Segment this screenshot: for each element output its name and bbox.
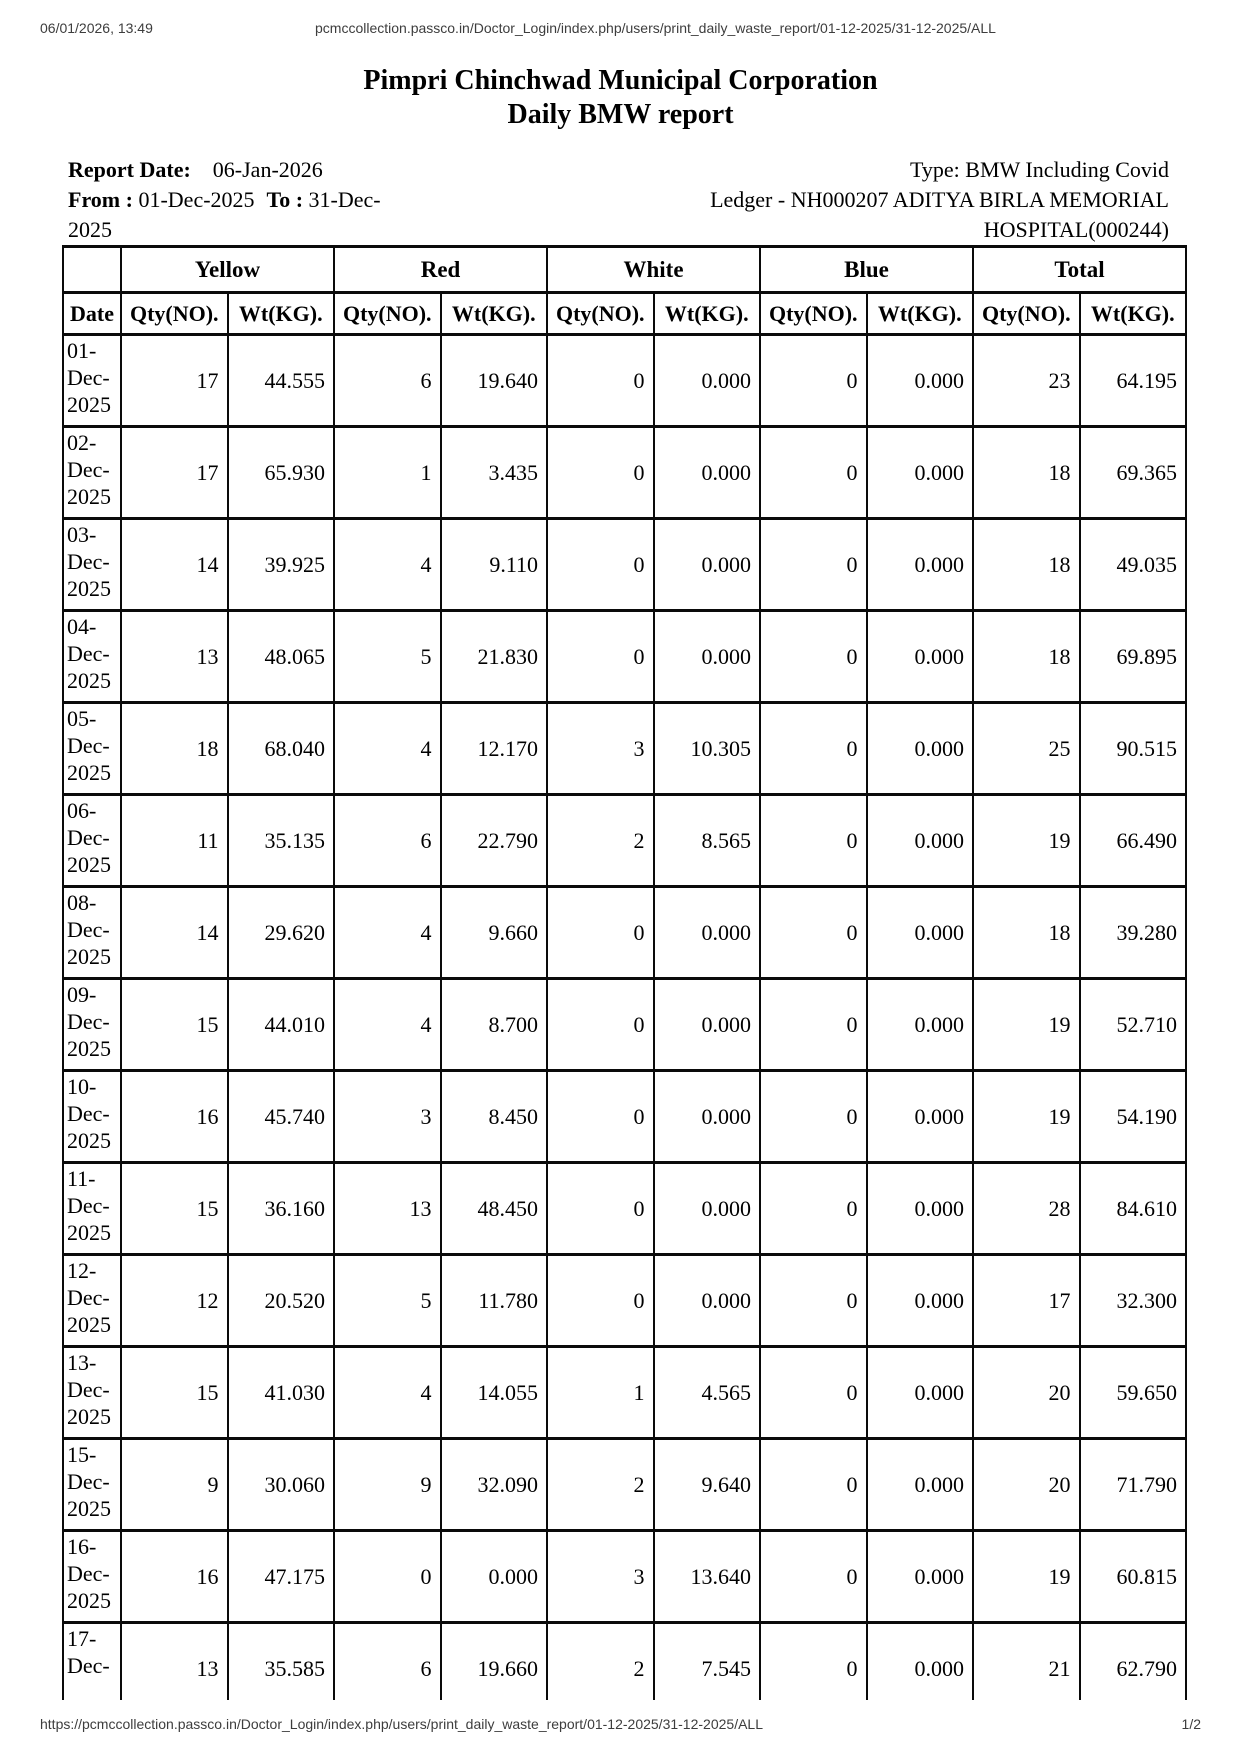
value-cell: 0.000: [867, 1163, 974, 1255]
value-cell: 0: [547, 979, 654, 1071]
value-cell: 11.780: [441, 1255, 548, 1347]
value-cell: 3: [547, 1531, 654, 1623]
red-qty-header: Qty(NO).: [334, 293, 441, 335]
corner-cell: [63, 247, 121, 293]
value-cell: 0.000: [867, 979, 974, 1071]
date-cell: 04-Dec-2025: [63, 611, 121, 703]
total-wt-header: Wt(KG).: [1080, 293, 1187, 335]
value-cell: 25: [973, 703, 1080, 795]
value-cell: 0: [760, 519, 867, 611]
date-cell: 01-Dec-2025: [63, 335, 121, 427]
table-row: [63, 1531, 1186, 1623]
report-date-label: Report Date:: [68, 157, 191, 182]
table-row: [63, 1255, 1186, 1347]
value-cell: 0.000: [867, 1071, 974, 1163]
blue-qty-header: Qty(NO).: [760, 293, 867, 335]
value-cell: 4: [334, 703, 441, 795]
value-cell: 9.640: [654, 1439, 761, 1531]
value-cell: 32.090: [441, 1439, 548, 1531]
value-cell: 0: [760, 795, 867, 887]
value-cell: 0.000: [867, 1255, 974, 1347]
group-header-white: White: [547, 247, 760, 293]
value-cell: 62.790: [1080, 1623, 1187, 1701]
value-cell: 0.000: [867, 519, 974, 611]
value-cell: 60.815: [1080, 1531, 1187, 1623]
title-block: [0, 64, 1241, 132]
report-meta-right: [582, 155, 1185, 245]
value-cell: 9.110: [441, 519, 548, 611]
value-cell: 0.000: [867, 427, 974, 519]
table-row: [63, 703, 1186, 795]
value-cell: 44.555: [228, 335, 335, 427]
value-cell: 0: [547, 611, 654, 703]
value-cell: 0.000: [654, 887, 761, 979]
value-cell: 35.585: [228, 1623, 335, 1701]
value-cell: 18: [121, 703, 228, 795]
table-row: [63, 795, 1186, 887]
value-cell: 64.195: [1080, 335, 1187, 427]
table-row: [63, 427, 1186, 519]
value-cell: 0.000: [867, 795, 974, 887]
value-cell: 4.565: [654, 1347, 761, 1439]
table-row: [63, 1347, 1186, 1439]
value-cell: 14: [121, 887, 228, 979]
date-cell: 09-Dec-2025: [63, 979, 121, 1071]
table-row: [63, 887, 1186, 979]
value-cell: 4: [334, 887, 441, 979]
value-cell: 17: [973, 1255, 1080, 1347]
value-cell: 41.030: [228, 1347, 335, 1439]
value-cell: 21.830: [441, 611, 548, 703]
date-cell: 16-Dec-2025: [63, 1531, 121, 1623]
group-header-yellow: Yellow: [121, 247, 334, 293]
value-cell: 32.300: [1080, 1255, 1187, 1347]
footer-page-number: 1/2: [1181, 1716, 1201, 1732]
yellow-qty-header: Qty(NO).: [121, 293, 228, 335]
value-cell: 0: [760, 611, 867, 703]
value-cell: 0: [547, 519, 654, 611]
date-cell: 17-Dec-: [63, 1623, 121, 1701]
value-cell: 3: [547, 703, 654, 795]
report-date-value: 06-Jan-2026: [212, 157, 323, 182]
value-cell: 8.450: [441, 1071, 548, 1163]
value-cell: 0: [334, 1531, 441, 1623]
table-row: [63, 1623, 1186, 1701]
value-cell: 0.000: [654, 427, 761, 519]
date-cell: 03-Dec-2025: [63, 519, 121, 611]
value-cell: 16: [121, 1071, 228, 1163]
value-cell: 10.305: [654, 703, 761, 795]
report-title: Daily BMW report: [507, 99, 734, 130]
value-cell: 0: [760, 1347, 867, 1439]
value-cell: 0.000: [867, 335, 974, 427]
date-cell: 11-Dec-2025: [63, 1163, 121, 1255]
value-cell: 6: [334, 795, 441, 887]
value-cell: 18: [973, 519, 1080, 611]
value-cell: 2: [547, 795, 654, 887]
value-cell: 18: [973, 611, 1080, 703]
blue-wt-header: Wt(KG).: [867, 293, 974, 335]
value-cell: 48.065: [228, 611, 335, 703]
value-cell: 20.520: [228, 1255, 335, 1347]
value-cell: 0.000: [654, 1071, 761, 1163]
value-cell: 9.660: [441, 887, 548, 979]
value-cell: 0: [760, 887, 867, 979]
value-cell: 0: [547, 1071, 654, 1163]
value-cell: 13: [121, 611, 228, 703]
table-row: [63, 1439, 1186, 1531]
date-cell: 06-Dec-2025: [63, 795, 121, 887]
value-cell: 69.365: [1080, 427, 1187, 519]
report-meta-left: [62, 155, 582, 245]
value-cell: 71.790: [1080, 1439, 1187, 1531]
table-row: [63, 979, 1186, 1071]
value-cell: 0: [547, 427, 654, 519]
value-cell: 0.000: [654, 1163, 761, 1255]
value-cell: 0: [547, 1163, 654, 1255]
value-cell: 49.035: [1080, 519, 1187, 611]
print-footer: [40, 1716, 1201, 1732]
to-value-wrapped: 2025: [68, 217, 112, 242]
value-cell: 6: [334, 1623, 441, 1701]
value-cell: 54.190: [1080, 1071, 1187, 1163]
report-meta: [62, 155, 1185, 245]
value-cell: 28: [973, 1163, 1080, 1255]
value-cell: 21: [973, 1623, 1080, 1701]
value-cell: 0: [547, 887, 654, 979]
value-cell: 19: [973, 979, 1080, 1071]
value-cell: 20: [973, 1439, 1080, 1531]
date-cell: 12-Dec-2025: [63, 1255, 121, 1347]
value-cell: 5: [334, 611, 441, 703]
value-cell: 15: [121, 979, 228, 1071]
value-cell: 1: [334, 427, 441, 519]
value-cell: 0.000: [867, 703, 974, 795]
value-cell: 35.135: [228, 795, 335, 887]
table-row: [63, 519, 1186, 611]
value-cell: 16: [121, 1531, 228, 1623]
value-cell: 0.000: [867, 1623, 974, 1701]
value-cell: 0: [547, 335, 654, 427]
value-cell: 0.000: [654, 1255, 761, 1347]
value-cell: 0.000: [654, 979, 761, 1071]
date-cell: 15-Dec-2025: [63, 1439, 121, 1531]
value-cell: 0.000: [654, 519, 761, 611]
value-cell: 5: [334, 1255, 441, 1347]
value-cell: 18: [973, 887, 1080, 979]
value-cell: 19.640: [441, 335, 548, 427]
value-cell: 7.545: [654, 1623, 761, 1701]
date-cell: 10-Dec-2025: [63, 1071, 121, 1163]
value-cell: 45.740: [228, 1071, 335, 1163]
print-header: [40, 20, 1201, 36]
date-cell: 05-Dec-2025: [63, 703, 121, 795]
value-cell: 12: [121, 1255, 228, 1347]
value-cell: 0.000: [867, 1347, 974, 1439]
value-cell: 36.160: [228, 1163, 335, 1255]
value-cell: 14.055: [441, 1347, 548, 1439]
from-value: 01-Dec-2025: [138, 187, 255, 212]
date-cell: 08-Dec-2025: [63, 887, 121, 979]
value-cell: 29.620: [228, 887, 335, 979]
date-cell: 13-Dec-2025: [63, 1347, 121, 1439]
value-cell: 0.000: [867, 1531, 974, 1623]
value-cell: 19.660: [441, 1623, 548, 1701]
value-cell: 1: [547, 1347, 654, 1439]
value-cell: 15: [121, 1347, 228, 1439]
daily-bmw-table: [62, 245, 1187, 1700]
yellow-wt-header: Wt(KG).: [228, 293, 335, 335]
value-cell: 17: [121, 335, 228, 427]
print-datetime: 06/01/2026, 13:49: [40, 20, 153, 36]
value-cell: 0.000: [654, 335, 761, 427]
value-cell: 14: [121, 519, 228, 611]
value-cell: 19: [973, 795, 1080, 887]
value-cell: 19: [973, 1531, 1080, 1623]
value-cell: 4: [334, 519, 441, 611]
table-row: [63, 1071, 1186, 1163]
value-cell: 0: [760, 1255, 867, 1347]
value-cell: 6: [334, 335, 441, 427]
from-label: From :: [68, 187, 133, 212]
value-cell: 0: [760, 1623, 867, 1701]
value-cell: 9: [334, 1439, 441, 1531]
white-qty-header: Qty(NO).: [547, 293, 654, 335]
value-cell: 0: [547, 1255, 654, 1347]
value-cell: 11: [121, 795, 228, 887]
group-header-red: Red: [334, 247, 547, 293]
value-cell: 0.000: [867, 887, 974, 979]
value-cell: 39.280: [1080, 887, 1187, 979]
value-cell: 66.490: [1080, 795, 1187, 887]
value-cell: 0.000: [867, 1439, 974, 1531]
value-cell: 0: [760, 1071, 867, 1163]
value-cell: 59.650: [1080, 1347, 1187, 1439]
value-cell: 15: [121, 1163, 228, 1255]
red-wt-header: Wt(KG).: [441, 293, 548, 335]
white-wt-header: Wt(KG).: [654, 293, 761, 335]
date-column-header: Date: [63, 293, 121, 335]
table-clip-area: [62, 245, 1188, 1700]
value-cell: 39.925: [228, 519, 335, 611]
value-cell: 13: [334, 1163, 441, 1255]
ledger-line-2: HOSPITAL(000244): [983, 217, 1169, 242]
group-header-row: [63, 247, 1186, 293]
value-cell: 8.700: [441, 979, 548, 1071]
value-cell: 0: [760, 979, 867, 1071]
value-cell: 69.895: [1080, 611, 1187, 703]
value-cell: 0: [760, 427, 867, 519]
value-cell: 90.515: [1080, 703, 1187, 795]
value-cell: 20: [973, 1347, 1080, 1439]
print-url: pcmccollection.passco.in/Doctor_Login/index.php/users/print_daily_waste_report/01-12-2025/31-12-2025/ALL: [315, 20, 996, 36]
org-title: Pimpri Chinchwad Municipal Corporation: [363, 65, 878, 96]
footer-url: https://pcmccollection.passco.in/Doctor_Login/index.php/users/print_daily_waste_report/01-12-2025/31-12-2025/ALL: [40, 1716, 763, 1732]
value-cell: 0: [760, 703, 867, 795]
value-cell: 13: [121, 1623, 228, 1701]
value-cell: 2: [547, 1623, 654, 1701]
value-cell: 4: [334, 1347, 441, 1439]
value-cell: 0: [760, 335, 867, 427]
value-cell: 0.000: [867, 611, 974, 703]
group-header-blue: Blue: [760, 247, 973, 293]
to-value: 31-Dec-: [308, 187, 381, 212]
total-qty-header: Qty(NO).: [973, 293, 1080, 335]
value-cell: 9: [121, 1439, 228, 1531]
value-cell: 0: [760, 1163, 867, 1255]
table-row: [63, 1163, 1186, 1255]
value-cell: 19: [973, 1071, 1080, 1163]
date-cell: 02-Dec-2025: [63, 427, 121, 519]
column-header-row: [63, 293, 1186, 335]
value-cell: 22.790: [441, 795, 548, 887]
value-cell: 30.060: [228, 1439, 335, 1531]
value-cell: 12.170: [441, 703, 548, 795]
value-cell: 68.040: [228, 703, 335, 795]
value-cell: 18: [973, 427, 1080, 519]
value-cell: 13.640: [654, 1531, 761, 1623]
value-cell: 84.610: [1080, 1163, 1187, 1255]
value-cell: 0.000: [654, 611, 761, 703]
group-header-total: Total: [973, 247, 1186, 293]
value-cell: 17: [121, 427, 228, 519]
value-cell: 4: [334, 979, 441, 1071]
value-cell: 0: [760, 1439, 867, 1531]
value-cell: 44.010: [228, 979, 335, 1071]
value-cell: 3.435: [441, 427, 548, 519]
value-cell: 23: [973, 335, 1080, 427]
value-cell: 47.175: [228, 1531, 335, 1623]
table-row: [63, 611, 1186, 703]
value-cell: 8.565: [654, 795, 761, 887]
value-cell: 0: [760, 1531, 867, 1623]
type-line: Type: BMW Including Covid: [910, 157, 1169, 182]
to-label: To :: [266, 187, 304, 212]
value-cell: 2: [547, 1439, 654, 1531]
value-cell: 48.450: [441, 1163, 548, 1255]
value-cell: 52.710: [1080, 979, 1187, 1071]
value-cell: 65.930: [228, 427, 335, 519]
value-cell: 0.000: [441, 1531, 548, 1623]
table-row: [63, 335, 1186, 427]
ledger-line-1: Ledger - NH000207 ADITYA BIRLA MEMORIAL: [710, 187, 1169, 212]
value-cell: 3: [334, 1071, 441, 1163]
